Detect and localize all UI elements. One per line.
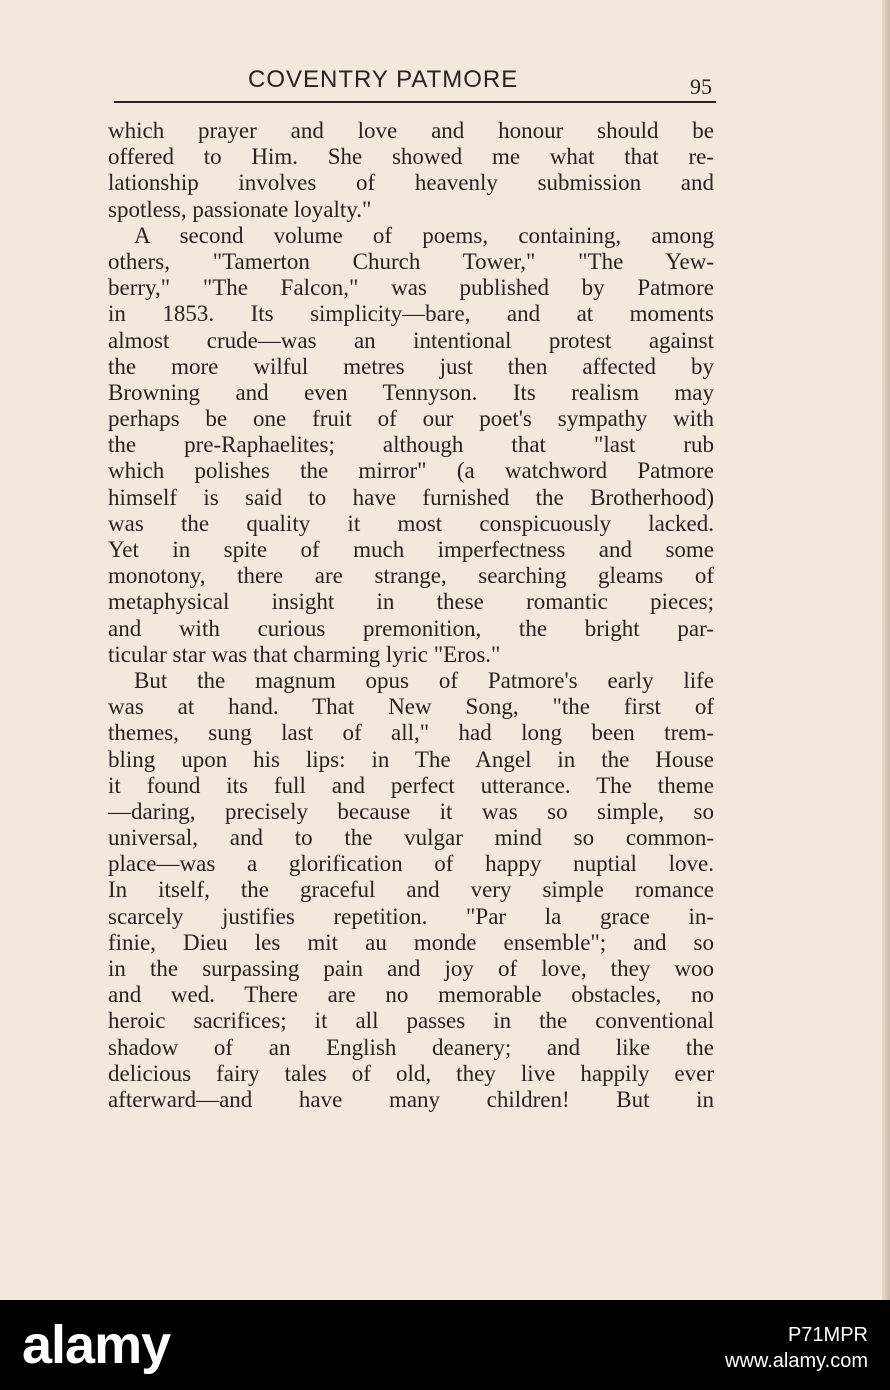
text-line: perhaps be one fruit of our poet's sympathy with [108, 406, 714, 432]
text-line: and wed. There are no memorable obstacles, no [108, 982, 714, 1008]
text-line: was the quality it most conspicuously lacked. [108, 510, 714, 536]
text-line: was at hand. That New Song, "the first of [108, 694, 714, 720]
text-line: finie, Dieu les mit au monde ensemble"; and so [108, 929, 714, 955]
text-line: spotless, passionate loyalty." [108, 196, 372, 222]
text-line: lationship involves of heavenly submission and [108, 170, 714, 196]
text-line: —daring, precisely because it was so simple, so [108, 798, 714, 824]
text-line: shadow of an English deanery; and like the [108, 1034, 714, 1060]
text-line: delicious fairy tales of old, they live happily ever [108, 1060, 714, 1086]
text-line: themes, sung last of all," had long been trem- [108, 720, 714, 746]
text-line: universal, and to the vulgar mind so common- [108, 825, 714, 851]
text-line: But the magnum opus of Patmore's early life [134, 667, 714, 693]
text-line: which prayer and love and honour should be [108, 118, 714, 143]
site-url: www.alamy.com [725, 1350, 868, 1372]
text-line: and with curious premonition, the bright par- [108, 615, 714, 641]
alamy-logo: alamy [22, 1315, 171, 1375]
text-line: bling upon his lips: in The Angel in the House [108, 746, 714, 772]
text-line: the more wilful metres just then affected by [108, 353, 714, 379]
text-line: heroic sacrifices; it all passes in the conventional [108, 1008, 714, 1034]
text-line: Browning and even Tennyson. Its realism may [108, 379, 714, 405]
text-line: scarcely justifies repetition. "Par la grace in- [108, 903, 714, 929]
text-line: himself is said to have furnished the Brotherhood) [108, 484, 714, 510]
image-id: P71MPR [787, 1324, 868, 1346]
watermark-footer [0, 1300, 890, 1390]
text-line: place—was a glorification of happy nuptial love. [108, 851, 714, 877]
text-line: metaphysical insight in these romantic pieces; [108, 589, 714, 615]
text-line: afterward—and have many children! But in [108, 1086, 714, 1112]
text-line: In itself, the graceful and very simple romance [108, 877, 714, 903]
text-line: in the surpassing pain and joy of love, they woo [108, 956, 714, 981]
page-number: 95 [690, 74, 712, 99]
stock-info [725, 1322, 868, 1374]
text-line: in 1853. Its simplicity—bare, and at moments [108, 301, 714, 327]
text-line: Yet in spite of much imperfectness and some [108, 537, 714, 562]
text-line: the pre-Raphaelites; although that "last rub [108, 432, 714, 458]
running-head: COVENTRY PATMORE [248, 66, 519, 93]
body-text [108, 118, 714, 1113]
text-line: others, "Tamerton Church Tower," "The Yew- [108, 248, 714, 274]
header-rule [114, 101, 716, 103]
text-line: monotony, there are strange, searching gleams of [108, 563, 714, 589]
text-line: which polishes the mirror" (a watchword Patmore [108, 458, 714, 484]
page-edge [882, 0, 890, 1300]
text-line: ticular star was that charming lyric "Eros." [108, 641, 501, 667]
text-line: offered to Him. She showed me what that re- [108, 144, 714, 170]
text-line: it found its full and perfect utterance. The theme [108, 772, 714, 798]
text-line: almost crude—was an intentional protest against [108, 327, 714, 353]
text-line: A second volume of poems, containing, among [134, 222, 714, 248]
text-line: berry," "The Falcon," was published by Patmore [108, 275, 714, 301]
